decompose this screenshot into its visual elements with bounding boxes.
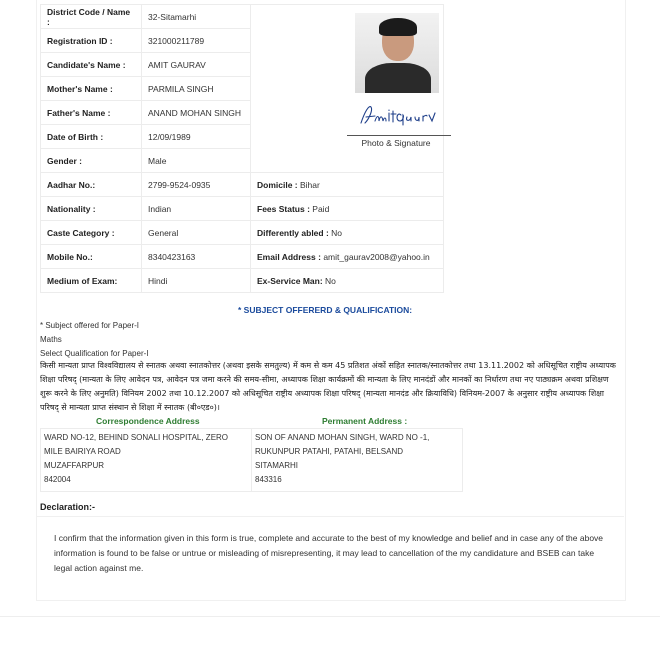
- table-row: [41, 245, 444, 269]
- address-table: [40, 428, 463, 492]
- address-line: SON OF ANAND MOHAN SINGH, WARD NO -1,: [255, 433, 430, 442]
- table-row: [41, 5, 444, 29]
- field-label: Date of Birth :: [41, 125, 142, 149]
- paper-line: * Subject offered for Paper-I: [40, 321, 140, 330]
- field-label: Gender :: [41, 149, 142, 173]
- subject-heading: * SUBJECT OFFERERD & QUALIFICATION:: [238, 305, 413, 315]
- field-label: Fees Status :: [257, 203, 310, 214]
- field-label: Registration ID :: [41, 29, 142, 53]
- field-label: District Code / Name :: [41, 5, 142, 29]
- field-label: Ex-Service Man:: [257, 275, 323, 286]
- signature-line: [347, 135, 451, 136]
- field-value: Bihar: [300, 179, 320, 190]
- field-label: Mother's Name :: [41, 77, 142, 101]
- field-label: Domicile :: [257, 179, 298, 190]
- field-pair: [251, 245, 444, 269]
- field-value: AMIT GAURAV: [142, 53, 251, 77]
- field-label: Email Address :: [257, 251, 321, 262]
- field-value: 12/09/1989: [142, 125, 251, 149]
- field-pair: [251, 221, 444, 245]
- field-value: PARMILA SINGH: [142, 77, 251, 101]
- field-label: Differently abled :: [257, 227, 329, 238]
- field-value: 2799-9524-0935: [142, 173, 251, 197]
- address-line: MUZAFFARPUR: [44, 461, 104, 470]
- subject-value: Maths: [40, 335, 62, 344]
- field-label: Caste Category :: [41, 221, 142, 245]
- correspondence-heading: Correspondence Address: [96, 416, 200, 426]
- field-label: Aadhar No.:: [41, 173, 142, 197]
- field-label: Medium of Exam:: [41, 269, 142, 293]
- address-line: RUKUNPUR PATAHI, PATAHI, BELSAND: [255, 447, 404, 456]
- address-line: WARD NO-12, BEHIND SONALI HOSPITAL, ZERO: [44, 433, 229, 442]
- field-pair: [251, 269, 444, 293]
- divider: [0, 616, 660, 617]
- field-label: Mobile No.:: [41, 245, 142, 269]
- field-value: Hindi: [142, 269, 251, 293]
- photo-signature-cell: [251, 5, 444, 173]
- field-label: Father's Name :: [41, 101, 142, 125]
- address-line: 843316: [255, 475, 282, 484]
- field-value: 32-Sitamarhi: [142, 5, 251, 29]
- field-value: amit_gaurav2008@yahoo.in: [323, 251, 430, 262]
- application-form: [36, 0, 624, 600]
- field-value: 8340423163: [142, 245, 251, 269]
- address-line: 842004: [44, 475, 71, 484]
- field-value: No: [331, 227, 343, 238]
- permanent-address: [252, 429, 463, 492]
- table-row: [41, 197, 444, 221]
- qualification-line: Select Qualification for Paper-I: [40, 349, 149, 358]
- table-row: [41, 429, 463, 492]
- table-row: [41, 173, 444, 197]
- signature-image: [355, 101, 439, 131]
- candidate-photo: [355, 13, 439, 93]
- correspondence-address: [41, 429, 252, 492]
- field-value: General: [142, 221, 251, 245]
- subject-lines: [40, 319, 149, 361]
- field-label: Nationality :: [41, 197, 142, 221]
- candidate-info-table: [40, 4, 444, 293]
- field-value: 321000211789: [142, 29, 251, 53]
- field-pair: [251, 197, 444, 221]
- table-row: [41, 269, 444, 293]
- address-line: MILE BAIRIYA ROAD: [44, 447, 121, 456]
- declaration-heading: Declaration:-: [40, 502, 96, 512]
- field-value: Male: [142, 149, 251, 173]
- qualification-text: किसी मान्यता प्राप्त विश्वविद्यालय से स्नातक अथवा स्नातकोत्तर (अथवा इसके समतुल्य) में कम से कम 45 प्रतिशत अंकों सहित स्नातक/स्नातकोत्तर तथा 13.11.2002 को अधिसूचित राष्ट्रीय अध्यापक शिक्षा परिषद् (मान्यता के लिए आवेदन पत्र, आवेदन पत्र जमा करने की समय-सीमा, अध्यापक शिक्षा कार्यक्रमों की मान्यता के लिए मानदंडों और मानकों का निर्धारण तथा नए पाठ्यक्रम अथवा प्रशिक्षण शुरू करने के लिए अनुमति) विनियम 2002 तथा 10.12.2007 को अधिसूचित राष्ट्रीय अध्यापक शिक्षा परिषद् (मान्यता मानदंड और क्रियाविधि) विनियम-2007 के अनुसार राष्ट्रीय अध्यापक शिक्षा परिषद् से मान्यता प्राप्त संस्थान से शिक्षा में स्नातक (बी०एड०)।: [40, 361, 616, 412]
- field-value: Indian: [142, 197, 251, 221]
- field-value: No: [325, 275, 336, 286]
- table-row: [41, 221, 444, 245]
- field-value: ANAND MOHAN SINGH: [142, 101, 251, 125]
- photo-caption: Photo & Signature: [361, 138, 431, 148]
- permanent-heading: Permanent Address :: [322, 416, 408, 426]
- address-line: SITAMARHI: [255, 461, 298, 470]
- field-pair: [251, 173, 444, 197]
- field-value: Paid: [312, 203, 330, 214]
- field-label: Candidate's Name :: [41, 53, 142, 77]
- divider: [36, 516, 624, 517]
- declaration-text: I confirm that the information given in this form is true, complete and accurate to the best of my knowledge and belief and in case any of the above information is found to be false or untrue or misleading of misrepresenting, it may lead to cancellation of the my candidature and BSEB can take legal action against me.: [54, 533, 604, 573]
